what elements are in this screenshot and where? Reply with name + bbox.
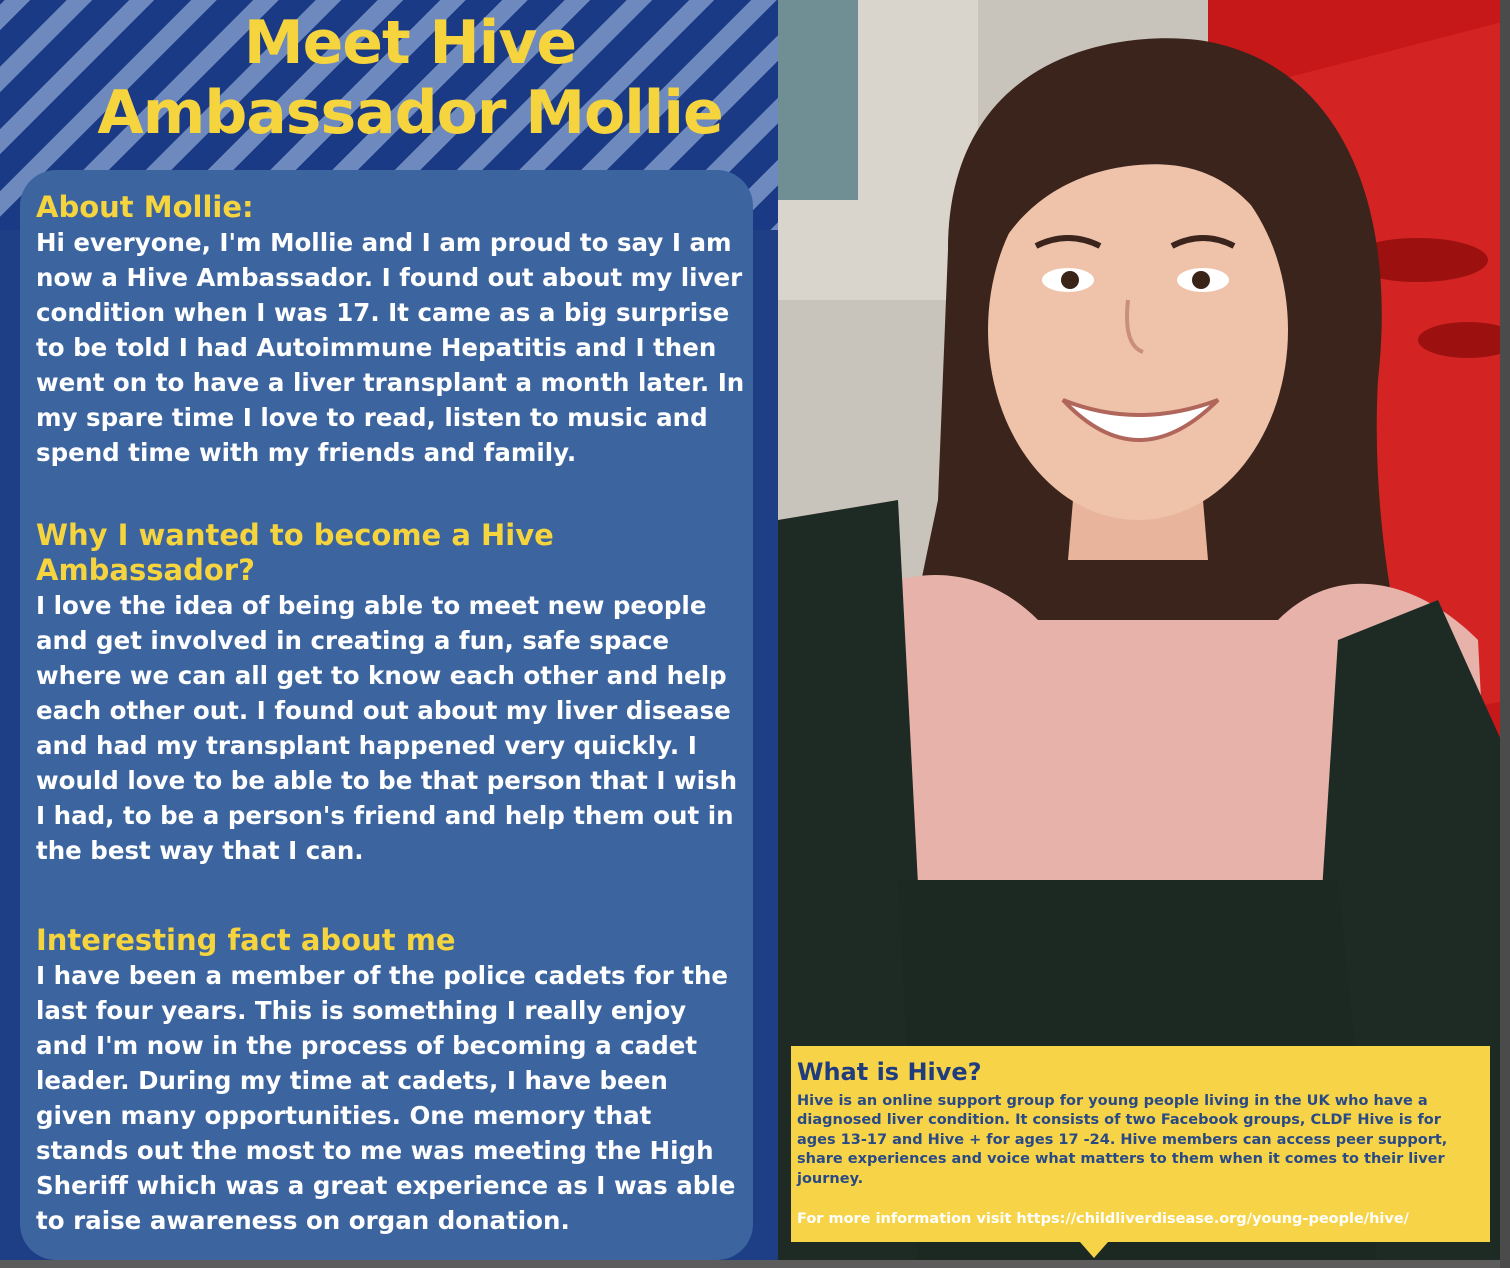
page-title [20, 8, 800, 148]
about-heading: About Mollie: [36, 190, 254, 224]
title-line-1: Meet Hive [243, 8, 577, 78]
speech-bubble-tail [1080, 1242, 1108, 1258]
why-heading-line-1: Why I wanted to become a Hive [36, 518, 554, 552]
why-heading-line-2: Ambassador? [36, 553, 255, 587]
fact-heading: Interesting fact about me [36, 923, 456, 957]
about-section [36, 190, 746, 470]
info-heading: What is Hive? [797, 1058, 982, 1086]
fact-body: I have been a member of the police cadets for the last four years. This is something I really enjoy and I'm now in the process of becoming a cadet leader. During my time at cadets, I have been given many opportunities. One memory that stands out the most to me was meeting the High Sheriff which was a great experience as I was able to raise awareness on organ donation. [36, 961, 736, 1235]
info-body: Hive is an online support group for young people living in the UK who have a diagnosed liver condition. It consists of two Facebook groups, CLDF Hive is for ages 13-17 and Hive + for ages 17 -24. Hive members can access peer support, share experiences and voice what matters to them when it comes to their liver journey. [797, 1093, 1448, 1187]
right-frame [1500, 0, 1510, 1268]
what-is-hive-box [791, 1046, 1490, 1242]
about-body: Hi everyone, I'm Mollie and I am proud to say I am now a Hive Ambassador. I found out about my liver condition when I was 17. It came as a big surprise to be told I had Autoimmune Hepatitis and I then went on to have a liver transplant a month later. In my spare time I love to read, listen to music and spend time with my friends and family. [36, 228, 745, 467]
title-line-2: Ambassador Mollie [97, 78, 723, 148]
why-section [36, 518, 746, 868]
fact-section [36, 923, 746, 1238]
bottom-frame [0, 1260, 1510, 1268]
why-body: I love the idea of being able to meet new people and get involved in creating a fun, safe space where we can all get to know each other and help each other out. I found out about my liver disease and had my transplant happened very quickly. I would love to be able to be that person that I wish I had, to be a person's friend and help them out in the best way that I can. [36, 591, 738, 865]
info-link[interactable]: For more information visit https://childliverdisease.org/young-people/hive/ [797, 1211, 1409, 1227]
